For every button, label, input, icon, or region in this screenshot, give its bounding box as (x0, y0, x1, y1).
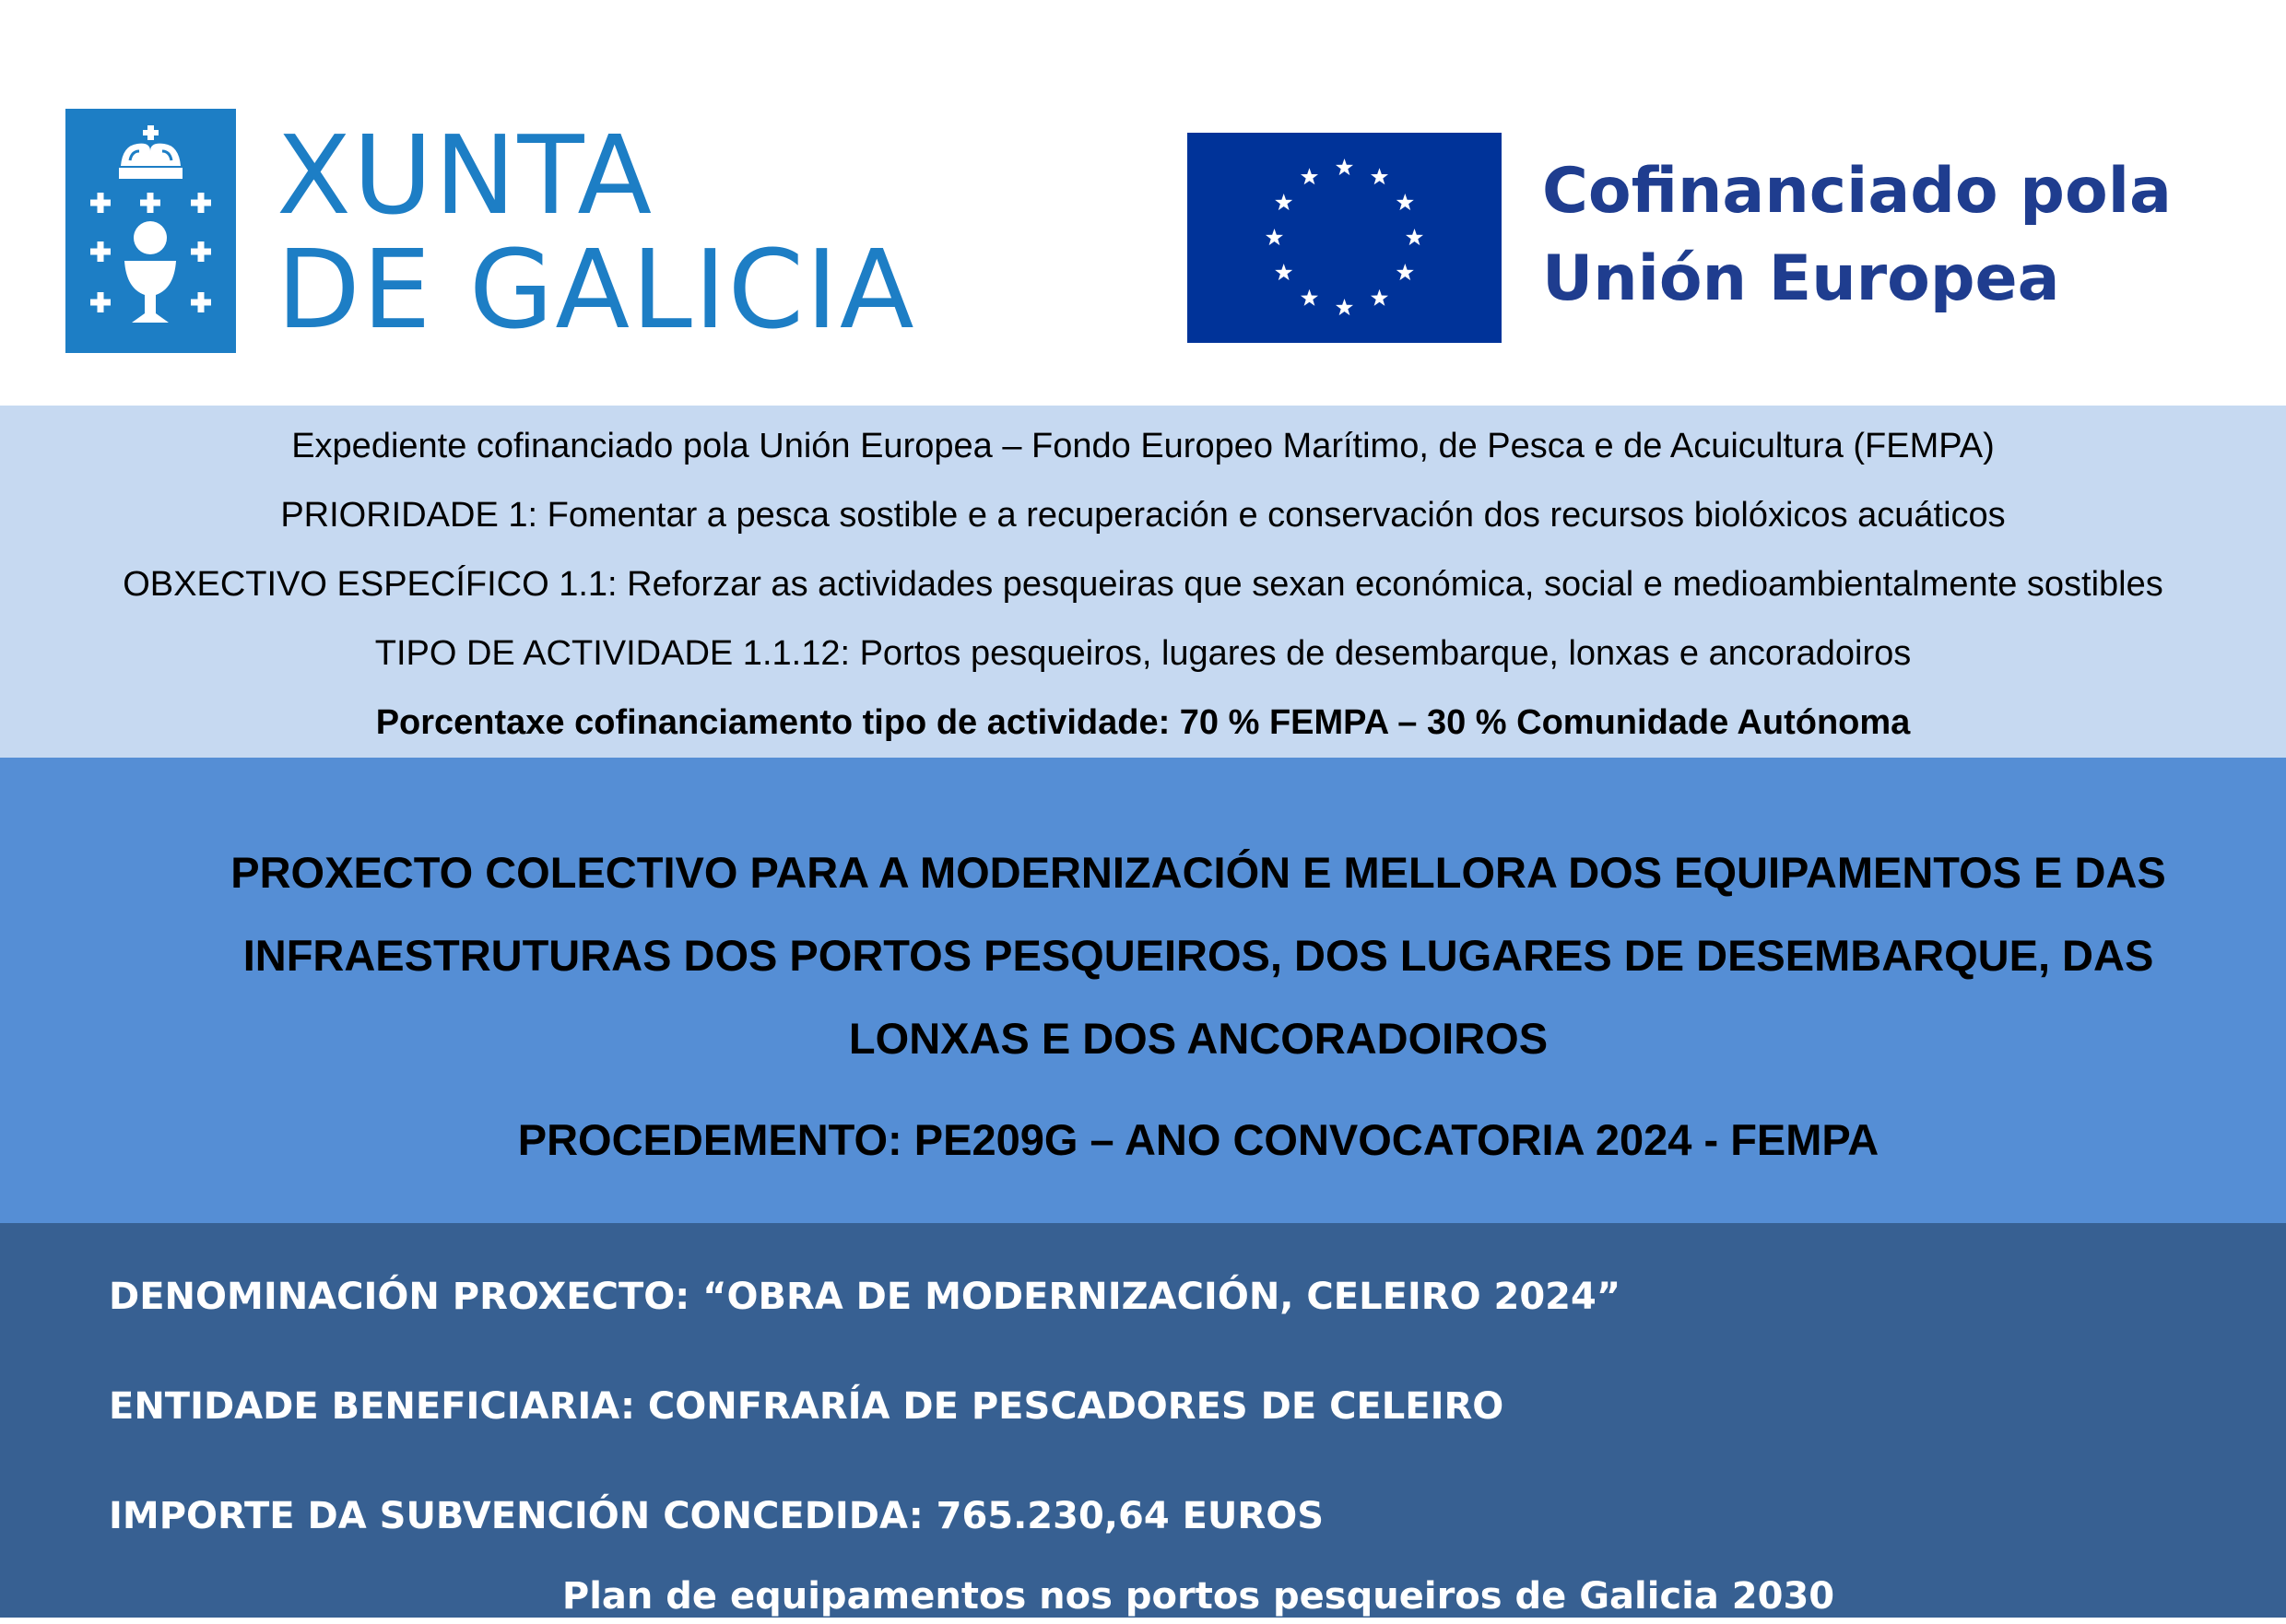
eu-flag-icon (1187, 133, 1502, 343)
project-band (0, 758, 2286, 1223)
xunta-wordmark-line1: XUNTA (277, 112, 654, 239)
header (0, 0, 2286, 406)
activity-type-line: TIPO DE ACTIVIDADE 1.1.12: Portos pesqueiros, lugares de desembarque, lonxas e ancoradoiros (374, 634, 1912, 673)
xunta-wordmark-line2: DE GALICIA (277, 226, 916, 353)
funding-statement: Expediente cofinanciado pola Unión Europea – Fondo Europeo Marítimo, de Pesca e de Acuicultura (FEMPA) (291, 427, 1995, 465)
eu-cofinancing-wordmark (1542, 147, 2172, 323)
funding-info-band (0, 406, 2286, 758)
xunta-galicia-emblem-icon (65, 109, 236, 353)
project-title: PROXECTO COLECTIVO PARA A MODERNIZACIÓN E MELLORA DOS EQUIPAMENTOS E DAS INFRAESTRUTURAS DOS PORTOS PESQUEIROS, DOS LUGARES DE DESEMBARQUE, DAS LONXAS E DOS ANCORADOIROS (230, 848, 2166, 1063)
eu-wordmark-line1: Cofinanciado pola (1542, 155, 2172, 228)
eu-wordmark-line2: Unión Europea (1542, 242, 2060, 315)
project-name: DENOMINACIÓN PROXECTO: “OBRA DE MODERNIZACIÓN, CELEIRO 2024” (109, 1276, 1621, 1318)
beneficiary-entity: ENTIDADE BENEFICIARIA: CONFRARÍA DE PESCADORES DE CELEIRO (109, 1385, 1504, 1428)
procedure-line: PROCEDEMENTO: PE209G – ANO CONVOCATORIA 2024 - FEMPA (517, 1115, 1879, 1164)
grant-amount: IMPORTE DA SUBVENCIÓN CONCEDIDA: 765.230,64 EUROS (109, 1495, 1325, 1537)
xunta-galicia-wordmark (277, 112, 916, 353)
priority-line: PRIORIDADE 1: Fomentar a pesca sostible e a recuperación e conservación dos recursos biolóxicos acuáticos (280, 496, 2006, 535)
specific-objective-line: OBXECTIVO ESPECÍFICO 1.1: Reforzar as actividades pesqueiras que sexan económica, social e medioambientalmente sostibles (123, 565, 2163, 604)
project-details-band (0, 1223, 2286, 1618)
plan-footer: Plan de equipamentos nos portos pesqueiros de Galicia 2030 (561, 1575, 1835, 1618)
cofinancing-percentage-line: Porcentaxe cofinanciamento tipo de actividade: 70 % FEMPA – 30 % Comunidade Autónoma (375, 703, 1911, 742)
